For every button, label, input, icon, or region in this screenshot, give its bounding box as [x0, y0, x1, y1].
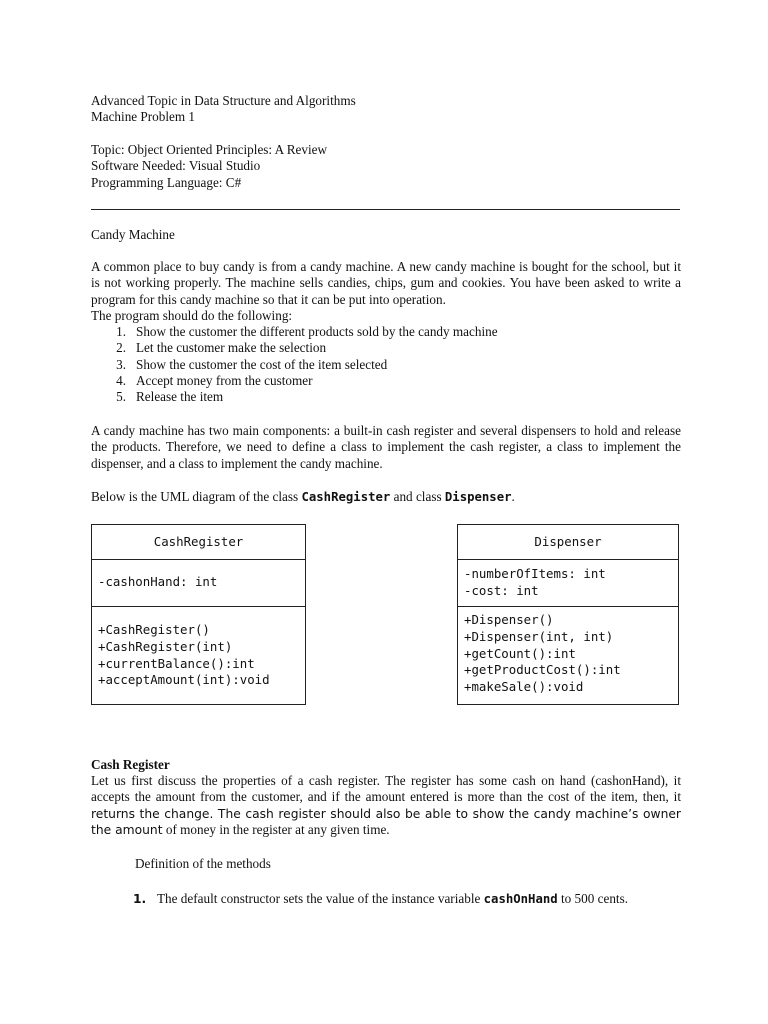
software-line: Software Needed: Visual Studio — [91, 158, 261, 174]
topic-line: Topic: Object Oriented Principles: A Review — [91, 142, 328, 157]
document-header — [91, 93, 681, 126]
uml-field: -numberOfItems: int — [464, 566, 606, 581]
list-item: 1. Show the customer the different products sold by the candy machine — [116, 324, 498, 339]
code-cashonhand: cashOnHand — [483, 892, 558, 906]
uml-method: +CashRegister(int) — [98, 638, 233, 654]
method-item-1: 1. The default constructor sets the value of the instance variable cashOnHand to 500 cents. — [133, 891, 629, 906]
code-dispenser: Dispenser — [444, 490, 512, 504]
uml-method: +currentBalance():int — [98, 655, 255, 671]
uml-intro: Below is the UML diagram of the class CashRegister and class Dispenser. — [91, 489, 515, 504]
section-title-candy-machine: Candy Machine — [91, 227, 175, 242]
components-paragraph: A candy machine has two main components: a built-in cash register and several dispensers to hold and release the products. Therefore, we need to define a class to implement the cash register, a class to implement the dispenser, and a class to implement the candy machine. — [91, 423, 681, 471]
uml-class-name: CashRegister — [92, 525, 305, 560]
uml-fields — [92, 560, 305, 607]
uml-class-name: Dispenser — [458, 525, 678, 560]
uml-method: +Dispenser(int, int) — [464, 628, 614, 644]
section-title-cash-register: Cash Register — [91, 757, 170, 772]
list-item: 3. Show the customer the cost of the item selected — [116, 356, 388, 372]
uml-fields — [458, 560, 678, 607]
problem-title: Machine Problem 1 — [91, 109, 196, 125]
uml-field: -cost: int — [464, 582, 539, 598]
uml-method: +getProductCost():int — [464, 662, 621, 678]
uml-method: +CashRegister() — [98, 622, 210, 637]
uml-methods — [92, 607, 305, 689]
document-meta — [91, 142, 681, 191]
uml-class-cashregister — [91, 524, 306, 705]
uml-method: +Dispenser() — [464, 612, 554, 627]
course-title: Advanced Topic in Data Structure and Algorithms — [91, 93, 356, 108]
code-cashregister: CashRegister — [301, 490, 391, 504]
uml-class-dispenser — [457, 524, 679, 705]
requirements-list — [91, 324, 498, 405]
cash-register-paragraph: Let us first discuss the properties of a cash register. The register has some cash on hand (cashonHand), it accepts the amount from the customer, and if the amount entered is more than the cost of the item, then, it returns the change. The cash register should also be able to show the candy machine’s owner the amount of money in the register at any given time. — [91, 773, 681, 837]
intro-paragraph: A common place to buy candy is from a candy machine. A new candy machine is bought for the school, but it is not working properly. The machine sells candies, chips, gum and cookies. You have been asked to write a program for this candy machine so that it can be put into operation. — [91, 259, 681, 307]
uml-method: +getCount():int — [464, 645, 576, 661]
horizontal-divider — [91, 209, 680, 210]
uml-methods — [458, 607, 678, 696]
program-intro: The program should do the following: — [91, 308, 293, 323]
list-item: 4. Accept money from the customer — [116, 372, 313, 388]
list-item: 2. Let the customer make the selection — [116, 340, 327, 356]
uml-method: +acceptAmount(int):void — [98, 672, 270, 688]
uml-field: -cashonHand: int — [98, 574, 218, 589]
list-item: 5. Release the item — [116, 389, 224, 405]
language-line: Programming Language: C# — [91, 174, 242, 190]
methods-title: Definition of the methods — [135, 856, 271, 871]
uml-method: +makeSale():void — [464, 679, 584, 695]
